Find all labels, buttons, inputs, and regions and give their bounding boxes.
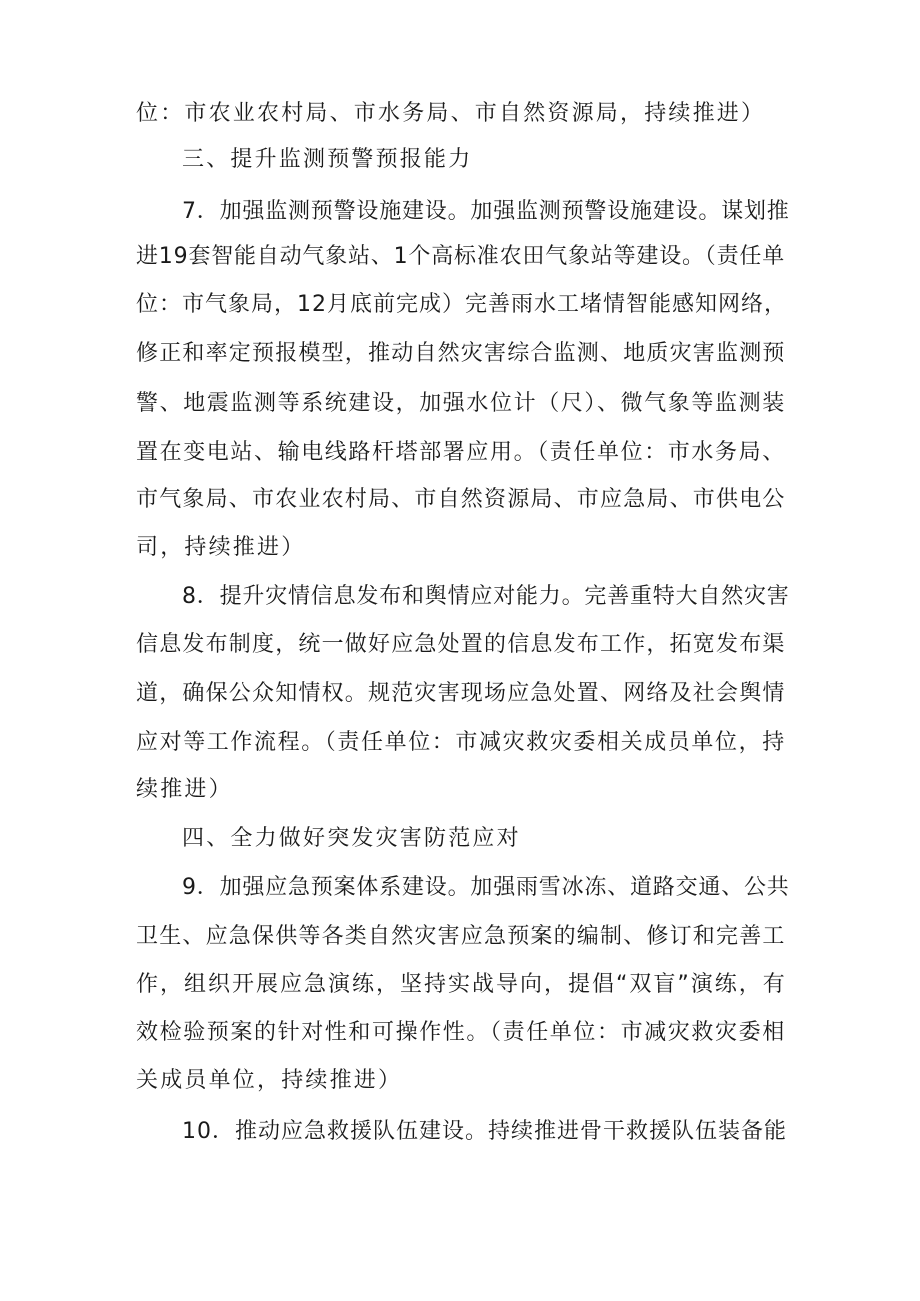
section-heading: 四、全力做好突发灾害防范应对	[182, 826, 521, 851]
text-line: 7．加强监测预警设施建设。加强监测预警设施建设。谋划推	[182, 199, 790, 224]
text-line: 关成员单位，持续推进）	[136, 1068, 403, 1093]
text-line: 位：市农业农村局、市水务局、市自然资源局，持续推进）	[136, 101, 766, 126]
text-line: 10．推动应急救援队伍建设。持续推进骨干救援队伍装备能	[182, 1119, 787, 1144]
text-line: 置在变电站、输电线路杆塔部署应用。（责任单位：市水务局、	[136, 440, 786, 465]
text-line: 信息发布制度，统一做好应急处置的信息发布工作，拓宽发布渠	[136, 632, 786, 657]
text-line: 警、地震监测等系统建设，加强水位计（尺）、微气象等监测装	[136, 391, 786, 416]
text-line: 9．加强应急预案体系建设。加强雨雪冰冻、道路交通、公共	[182, 875, 790, 900]
text-line: 市气象局、市农业农村局、市自然资源局、市应急局、市供电公	[136, 487, 786, 512]
text-line: 8．提升灾情信息发布和舆情应对能力。完善重特大自然灾害	[182, 584, 790, 609]
section-heading: 三、提升监测预警预报能力	[182, 147, 473, 172]
text-line: 效检验预案的针对性和可操作性。（责任单位：市减灾救灾委相	[136, 1020, 786, 1045]
text-line: 续推进）	[136, 777, 233, 802]
text-line: 道，确保公众知情权。规范灾害现场应急处置、网络及社会舆情	[136, 681, 786, 706]
text-line: 应对等工作流程。（责任单位：市减灾救灾委相关成员单位，持	[136, 730, 786, 755]
text-line: 司，持续推进）	[136, 535, 306, 560]
text-line: 进19套智能自动气象站、1个高标准农田气象站等建设。（责任单	[136, 244, 785, 269]
text-line: 卫生、应急保供等各类自然灾害应急预案的编制、修订和完善工	[136, 924, 786, 949]
text-line: 修正和率定预报模型，推动自然灾害综合监测、地质灾害监测预	[136, 341, 786, 366]
text-line: 位：市气象局，12月底前完成）完善雨水工堵情智能感知网络，	[136, 292, 787, 317]
text-line: 作，组织开展应急演练，坚持实战导向，提倡“双盲”演练，有	[136, 972, 787, 997]
